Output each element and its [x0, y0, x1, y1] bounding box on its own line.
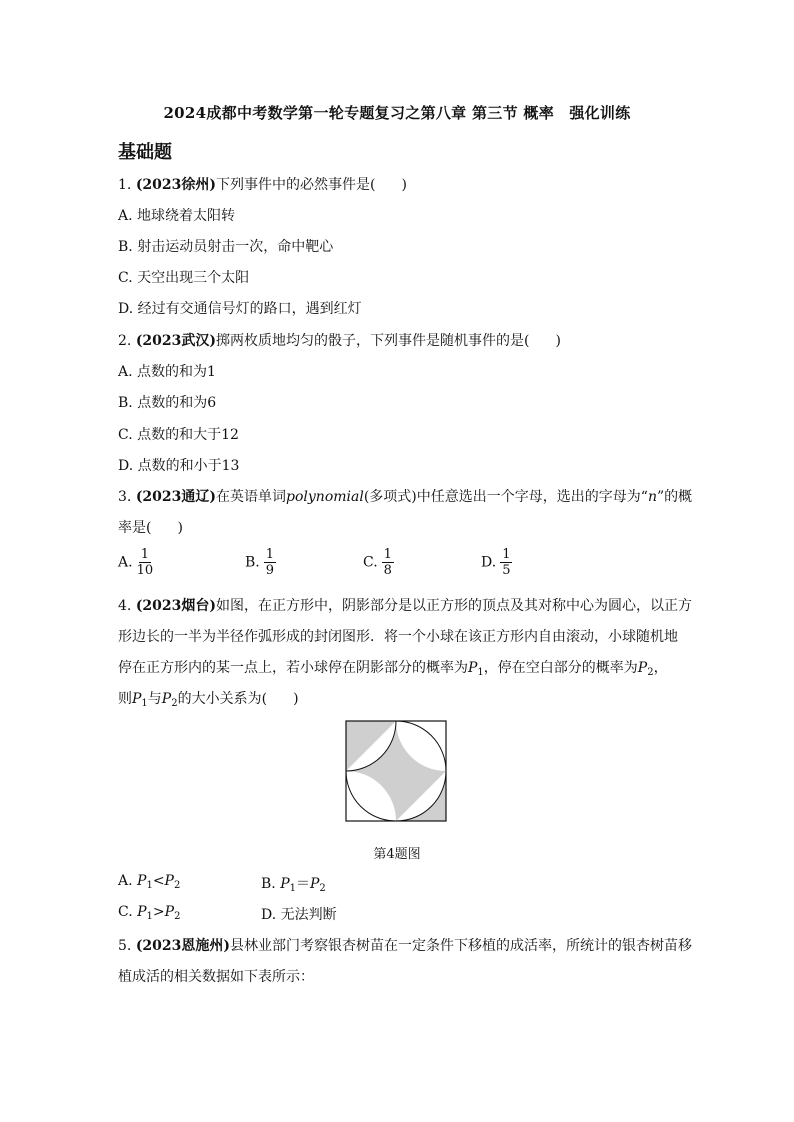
option-b: B. $P_1=P_2$ — [261, 876, 326, 894]
option-c: C. 天空出现三个太阳 — [118, 270, 250, 286]
option-a: A. 点数的和为1 — [118, 364, 216, 380]
question-number: 5. — [118, 938, 132, 954]
option-a: A. 地球绕着太阳转 — [118, 208, 236, 224]
question-source: (2023武汉) — [135, 333, 217, 349]
english-word: polynomial — [286, 489, 364, 505]
option-d: D. $\frac{1}{5}$ — [481, 547, 511, 578]
question-2-stem: 2. (2023武汉)掷两枚质地均匀的骰子，下列事件是随机事件的是( ) — [118, 333, 561, 349]
option-a: A. $P_1<P_2$ — [118, 873, 181, 891]
option-b: B. 点数的和为6 — [118, 395, 217, 411]
question-4-line-3: 停在正方形内的某一点上，若小球停在阴影部分的概率为$P_1$，停在空白部分的概率为$P_2$， — [118, 660, 668, 678]
option-b: B. 射击运动员射击一次，命中靶心 — [118, 239, 334, 255]
question-number: 2. — [118, 333, 132, 349]
option-d: D. 点数的和小于13 — [118, 458, 240, 474]
question-number: 1. — [118, 177, 132, 193]
option-a: A. $\frac{1}{10}$ — [118, 547, 154, 578]
page-title: 2024成都中考数学第一轮专题复习之第八章 第三节 概率 强化训练 — [163, 104, 631, 122]
option-c: C. 点数的和大于12 — [118, 427, 239, 443]
question-3-stem: 3. (2023通辽)在英语单词polynomial(多项式)中任意选出一个字母，选出的字母为“n”的概 — [118, 489, 693, 505]
question-source: (2023恩施州) — [135, 938, 231, 954]
question-4-line-4: 则$P_1$与$P_2$的大小关系为( ) — [118, 691, 299, 709]
square-shaded-figure — [343, 718, 449, 824]
question-text: 掷两枚质地均匀的骰子，下列事件是随机事件的是( — [216, 333, 530, 349]
option-c: C. $P_1>P_2$ — [118, 904, 181, 922]
question-source: (2023烟台) — [135, 598, 217, 614]
option-d: D. 经过有交通信号灯的路口，遇到红灯 — [118, 301, 362, 317]
question-3-stem-cont: 率是( ) — [118, 520, 183, 536]
option-d: D. 无法判断 — [261, 907, 337, 923]
question-5-line-2: 植成活的相关数据如下表所示： — [118, 969, 314, 985]
figure-caption: 第4题图 — [373, 847, 421, 862]
option-c: C. $\frac{1}{8}$ — [363, 547, 392, 578]
section-heading: 基础题 — [118, 142, 172, 163]
question-4-line-2: 形边长的一半为半径作弧形成的封闭图形．将一个小球在该正方形内自由滚动，小球随机地 — [118, 629, 678, 645]
question-4-stem: 4. (2023烟台)如图，在正方形中，阴影部分是以正方形的顶点及其对称中心为圆心，以正方 — [118, 598, 693, 614]
question-text: 下列事件中的必然事件是( — [216, 177, 376, 193]
question-1-stem: 1. (2023徐州)下列事件中的必然事件是( ) — [118, 177, 407, 193]
question-number: 3. — [118, 489, 132, 505]
question-source: (2023徐州) — [135, 177, 217, 193]
option-b: B. $\frac{1}{9}$ — [245, 547, 275, 578]
target-letter: n — [647, 489, 657, 505]
question-5-stem: 5. (2023恩施州)县林业部门考察银杏树苗在一定条件下移植的成活率，所统计的银杏树苗移 — [118, 938, 693, 954]
question-source: (2023通辽) — [135, 489, 217, 505]
question-number: 4. — [118, 598, 132, 614]
